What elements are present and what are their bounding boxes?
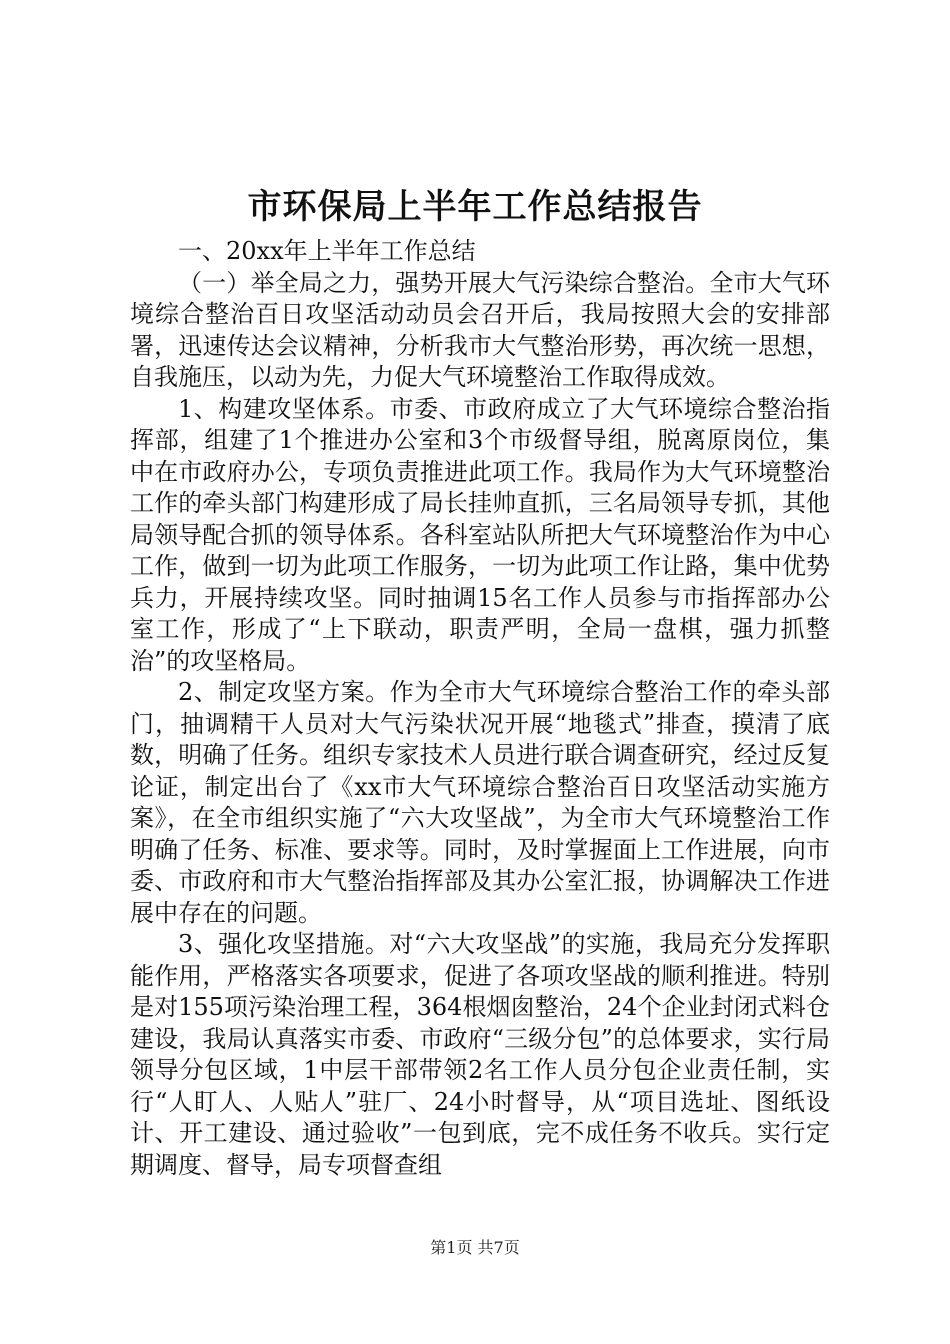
section-heading: 一、20xx年上半年工作总结: [178, 237, 476, 265]
paragraph-item-2: 2、制定攻坚方案。作为全市大气环境综合整治工作的牵头部门，抽调精干人员对大气污染状况开展“地毯式”排查，摸清了底数，明确了任务。组织专家技术人员进行联合调查研究，经过反复论证，制定出台了《xx市大气环境综合整治百日攻坚活动实施方案》，在全市组织实施了“六大攻坚战”，为全市大气环境整治工作明确了任务、标准、要求等。同时，及时掌握面上工作进展，向市委、市政府和市大气整治指挥部及其办公室汇报，协调解决工作进展中存在的问题。: [130, 678, 830, 927]
page-footer: 第1页 共7页: [430, 1238, 520, 1257]
paragraph-item-1: 1、构建攻坚体系。市委、市政府成立了大气环境综合整治指挥部，组建了1个推进办公室和3个市级督导组，脱离原岗位，集中在市政府办公，专项负责推进此项工作。我局作为大气环境整治工作的牵头部门构建形成了局长挂帅直抓，三名局领导专抓，其他局领导配合抓的领导体系。各科室站队所把大气环境整治作为中心工作，做到一切为此项工作服务，一切为此项工作让路，集中优势兵力，开展持续攻坚。同时抽调15名工作人员参与市指挥部办公室工作，形成了“上下联动，职责严明，全局一盘棋，强力抓整治”的攻坚格局。: [130, 394, 830, 675]
document-title: 市环保局上半年工作总结报告: [247, 187, 703, 227]
document-body: [130, 236, 830, 1181]
paragraph-intro: （一）举全局之力，强势开展大气污染综合整治。全市大气环境综合整治百日攻坚活动动员会召开后，我局按照大会的安排部署，迅速传达会议精神，分析我市大气整治形势，再次统一思想，自我施压，以动为先，力促大气环境整治工作取得成效。: [130, 268, 830, 391]
paragraph-item-3: 3、强化攻坚措施。对“六大攻坚战”的实施，我局充分发挥职能作用，严格落实各项要求，促进了各项攻坚战的顺利推进。特别是对155项污染治理工程，364根烟囱整治，24个企业封闭式料仓建设，我局认真落实市委、市政府“三级分包”的总体要求，实行局领导分包区域，1中层干部带领2名工作人员分包企业责任制，实行“人盯人、人贴人”驻厂、24小时督导，从“项目选址、图纸设计、开工建设、通过验收”一包到底，完不成任务不收兵。实行定期调度、督导，局专项督查组: [130, 930, 830, 1179]
